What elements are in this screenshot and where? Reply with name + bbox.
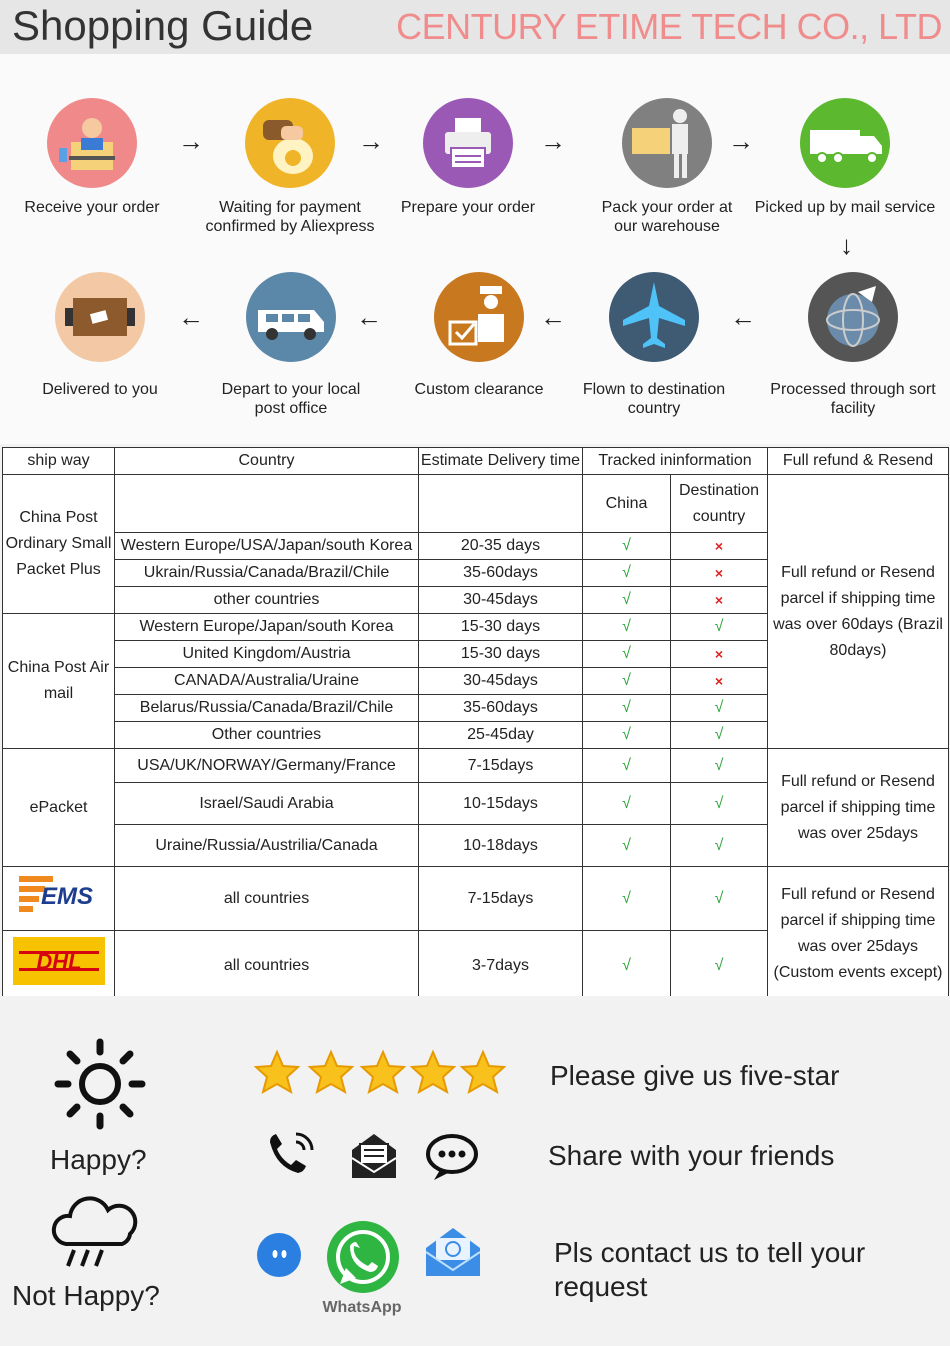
step-receive-order bbox=[12, 98, 172, 217]
step-custom-clearance bbox=[404, 272, 554, 399]
step-label: Waiting for payment confirmed by Aliexpress bbox=[205, 199, 375, 235]
country-cell: United Kingdom/Austria bbox=[115, 641, 419, 668]
refund-cell: Full refund or Resend parcel if shipping time was over 25days bbox=[768, 749, 949, 867]
check-icon: √ bbox=[583, 641, 671, 668]
country-cell: USA/UK/NORWAY/Germany/France bbox=[115, 749, 419, 783]
check-icon: √ bbox=[671, 749, 768, 783]
email-icon[interactable] bbox=[422, 1222, 484, 1282]
check-icon: √ bbox=[671, 825, 768, 867]
globe-sort-icon bbox=[808, 272, 898, 362]
left-arrow-icon: ← bbox=[178, 302, 204, 332]
time-cell: 15-30 days bbox=[419, 614, 583, 641]
country-cell: Ukrain/Russia/Canada/Brazil/Chile bbox=[115, 560, 419, 587]
ship-way-cell: China Post Air mail bbox=[3, 614, 115, 749]
check-icon: √ bbox=[583, 560, 671, 587]
header-tracked-info: Tracked ininformation bbox=[583, 448, 768, 475]
country-cell: Other countries bbox=[115, 722, 419, 749]
left-arrow-icon: ← bbox=[540, 302, 566, 332]
time-cell: 7-15days bbox=[419, 749, 583, 783]
step-label: Flown to destination country bbox=[582, 381, 726, 417]
country-cell: all countries bbox=[115, 931, 419, 1001]
page-title: Shopping Guide bbox=[12, 2, 314, 49]
check-icon: √ bbox=[583, 614, 671, 641]
header-ship-way: ship way bbox=[3, 448, 115, 475]
step-label: Depart to your local post office bbox=[221, 381, 361, 417]
time-cell: 15-30 days bbox=[419, 641, 583, 668]
van-icon bbox=[246, 272, 336, 362]
step-processed-sort bbox=[770, 272, 936, 418]
subheader-destination: Destination country bbox=[671, 475, 768, 533]
rain-cloud-icon bbox=[44, 1192, 144, 1276]
header-country: Country bbox=[115, 448, 419, 475]
right-arrow-icon: → bbox=[358, 126, 384, 156]
header-delivery-time: Estimate Delivery time bbox=[419, 448, 583, 475]
payment-bag-icon bbox=[245, 98, 335, 188]
step-label: Custom clearance bbox=[414, 381, 544, 398]
step-prepare-order bbox=[392, 98, 544, 217]
time-cell: 30-45days bbox=[419, 587, 583, 614]
step-picked-up bbox=[752, 98, 938, 217]
right-arrow-icon: → bbox=[178, 126, 204, 156]
company-name: CENTURY ETIME TECH CO., LTD bbox=[396, 6, 942, 47]
country-cell: all countries bbox=[115, 867, 419, 931]
step-label: Prepare your order bbox=[400, 199, 536, 216]
cross-icon: × bbox=[671, 668, 768, 695]
check-icon: √ bbox=[583, 533, 671, 560]
star-icon bbox=[412, 1052, 454, 1092]
phone-icon[interactable] bbox=[262, 1128, 322, 1184]
check-icon: √ bbox=[583, 722, 671, 749]
dhl-logo bbox=[3, 931, 115, 1001]
time-cell: 20-35 days bbox=[419, 533, 583, 560]
star-icon bbox=[256, 1052, 298, 1092]
check-icon: √ bbox=[671, 931, 768, 1001]
check-icon: √ bbox=[583, 749, 671, 783]
svg-text:DHL: DHL bbox=[35, 949, 82, 974]
time-cell: 30-45days bbox=[419, 668, 583, 695]
step-delivered bbox=[20, 272, 180, 399]
cross-icon: × bbox=[671, 641, 768, 668]
country-cell: other countries bbox=[115, 587, 419, 614]
check-icon: √ bbox=[583, 668, 671, 695]
ship-way-cell: ePacket bbox=[3, 749, 115, 867]
parcel-icon bbox=[55, 272, 145, 362]
star-icon bbox=[362, 1052, 404, 1092]
warehouse-box-icon bbox=[622, 98, 712, 188]
check-icon: √ bbox=[583, 587, 671, 614]
check-icon: √ bbox=[671, 722, 768, 749]
down-arrow-icon: ↓ bbox=[840, 230, 853, 260]
step-label: Delivered to you bbox=[42, 381, 158, 398]
chat-icon[interactable] bbox=[424, 1130, 486, 1184]
whatsapp-icon[interactable] bbox=[322, 1218, 404, 1300]
printer-icon bbox=[423, 98, 513, 188]
check-icon: √ bbox=[583, 783, 671, 825]
five-star-text: Please give us five-star bbox=[550, 1060, 840, 1091]
time-cell bbox=[419, 475, 583, 533]
right-arrow-icon: → bbox=[540, 126, 566, 156]
step-label: Receive your order bbox=[24, 199, 160, 216]
customs-officer-icon bbox=[434, 272, 524, 362]
process-steps bbox=[0, 54, 950, 444]
cross-icon: × bbox=[671, 587, 768, 614]
qq-chat-icon[interactable] bbox=[254, 1228, 304, 1278]
step-label: Picked up by mail service bbox=[754, 199, 936, 216]
check-icon: √ bbox=[583, 867, 671, 931]
whatsapp-label: WhatsApp bbox=[322, 1299, 402, 1316]
time-cell: 3-7days bbox=[419, 931, 583, 1001]
sun-icon bbox=[52, 1036, 148, 1132]
not-happy-label: Not Happy? bbox=[12, 1280, 160, 1311]
time-cell: 25-45day bbox=[419, 722, 583, 749]
time-cell: 7-15days bbox=[419, 867, 583, 931]
refund-cell: Full refund or Resend parcel if shipping time was over 25days (Custom events except) bbox=[768, 867, 949, 1001]
contact-text: Pls contact us to tell your request bbox=[554, 1237, 866, 1302]
ship-way-cell: China Post Ordinary Small Packet Plus bbox=[3, 475, 115, 614]
step-flown bbox=[580, 272, 728, 418]
feedback-section bbox=[0, 996, 950, 1346]
time-cell: 35-60days bbox=[419, 560, 583, 587]
country-cell: Uraine/Russia/Austrilia/Canada bbox=[115, 825, 419, 867]
check-icon: √ bbox=[671, 867, 768, 931]
airplane-icon bbox=[609, 272, 699, 362]
country-cell bbox=[115, 475, 419, 533]
time-cell: 35-60days bbox=[419, 695, 583, 722]
step-label: Processed through sort facility bbox=[770, 381, 936, 417]
check-icon: √ bbox=[583, 695, 671, 722]
step-waiting-payment bbox=[198, 98, 382, 236]
country-cell: CANADA/Australia/Uraine bbox=[115, 668, 419, 695]
header-refund: Full refund & Resend bbox=[768, 448, 949, 475]
country-cell: Western Europe/USA/Japan/south Korea bbox=[115, 533, 419, 560]
country-cell: Western Europe/Japan/south Korea bbox=[115, 614, 419, 641]
country-cell: Israel/Saudi Arabia bbox=[115, 783, 419, 825]
time-cell: 10-15days bbox=[419, 783, 583, 825]
shipping-table bbox=[2, 447, 949, 1001]
left-arrow-icon: ← bbox=[730, 302, 756, 332]
subheader-china: China bbox=[583, 475, 671, 533]
check-icon: √ bbox=[583, 825, 671, 867]
happy-label: Happy? bbox=[50, 1144, 147, 1175]
receive-order-icon bbox=[47, 98, 137, 188]
refund-cell: Full refund or Resend parcel if shipping time was over 60days (Brazil 80days) bbox=[768, 475, 949, 749]
step-label: Pack your order at our warehouse bbox=[601, 199, 733, 235]
share-text: Share with your friends bbox=[548, 1140, 835, 1171]
country-cell: Belarus/Russia/Canada/Brazil/Chile bbox=[115, 695, 419, 722]
check-icon: √ bbox=[583, 931, 671, 1001]
truck-icon bbox=[800, 98, 890, 188]
header-bar bbox=[0, 0, 950, 54]
check-icon: √ bbox=[671, 783, 768, 825]
step-depart-post-office bbox=[216, 272, 366, 418]
left-arrow-icon: ← bbox=[356, 302, 382, 332]
svg-text:EMS: EMS bbox=[40, 883, 93, 910]
check-icon: √ bbox=[671, 614, 768, 641]
cross-icon: × bbox=[671, 560, 768, 587]
step-pack-order bbox=[592, 98, 742, 236]
five-star-rating[interactable] bbox=[252, 1048, 512, 1098]
check-icon: √ bbox=[671, 695, 768, 722]
right-arrow-icon: → bbox=[728, 126, 754, 156]
time-cell: 10-18days bbox=[419, 825, 583, 867]
mail-icon[interactable] bbox=[346, 1128, 402, 1184]
star-icon bbox=[462, 1052, 504, 1092]
star-icon bbox=[310, 1052, 352, 1092]
cross-icon: × bbox=[671, 533, 768, 560]
ems-logo bbox=[3, 867, 115, 931]
